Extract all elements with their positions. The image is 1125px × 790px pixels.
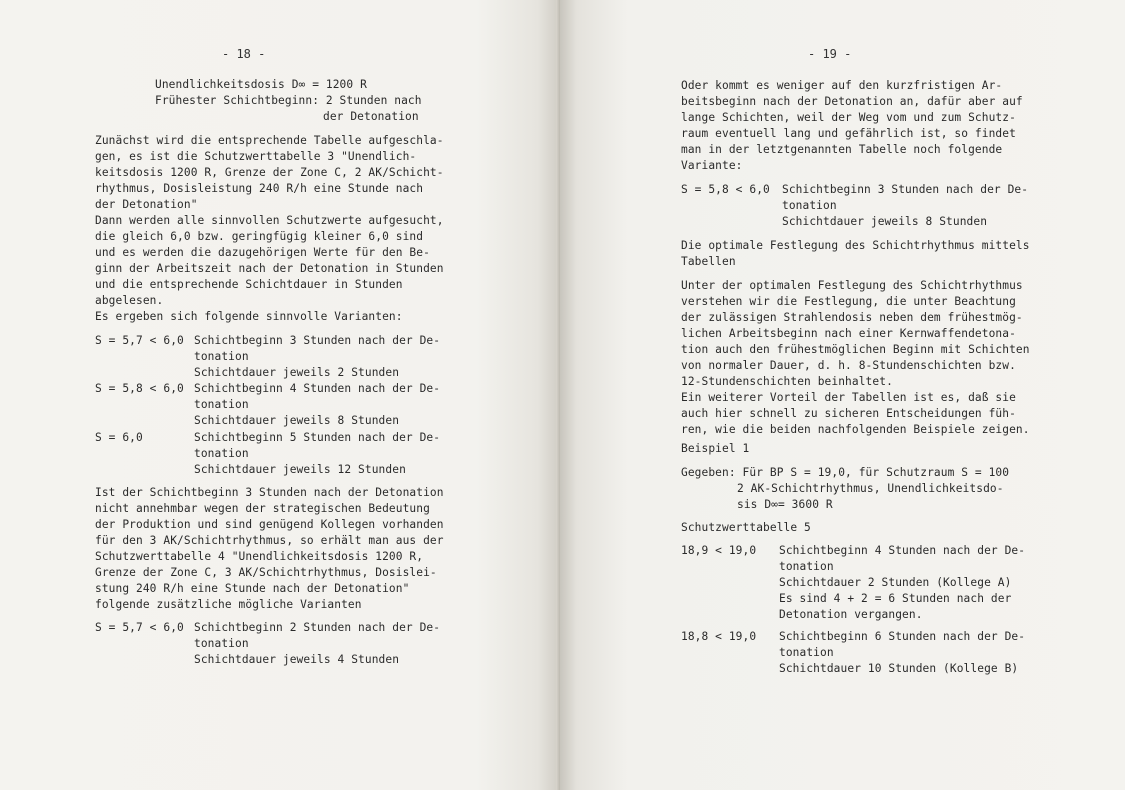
text-line: 12-Stundenschichten beinhaltet. bbox=[681, 375, 893, 388]
text-line: nicht annehmbar wegen der strategischen Bedeutung bbox=[95, 502, 430, 515]
text-line: Grenze der Zone C, 3 AK/Schichtrhythmus, Dosislei- bbox=[95, 566, 437, 579]
text-line: tonation bbox=[194, 398, 249, 411]
text-line: Ein weiterer Vorteil der Tabellen ist es, daß sie bbox=[681, 391, 1016, 404]
text-line: Schichtdauer jeweils 4 Stunden bbox=[194, 653, 400, 666]
text-line: Schichtbeginn 5 Stunden nach der De- bbox=[194, 431, 441, 444]
formula: S = 6,0 bbox=[95, 431, 143, 444]
formula: 18,9 < 19,0 bbox=[681, 544, 757, 557]
right-page bbox=[560, 0, 1125, 790]
text-line: gen, es ist die Schutzwerttabelle 3 "Unendlich- bbox=[95, 150, 417, 163]
formula: S = 5,8 < 6,0 bbox=[681, 183, 770, 196]
text-line: 2 AK-Schichtrhythmus, Unendlichkeitsdo- bbox=[737, 482, 1004, 495]
text-line: Schichtbeginn 2 Stunden nach der De- bbox=[194, 621, 441, 634]
text-line: Dann werden alle sinnvollen Schutzwerte aufgesucht, bbox=[95, 214, 444, 227]
text-line: Schichtbeginn 3 Stunden nach der De- bbox=[782, 183, 1029, 196]
text-line: die gleich 6,0 bzw. geringfügig kleiner 6,0 sind bbox=[95, 230, 424, 243]
page-number: - 18 - bbox=[222, 47, 266, 61]
text-line: Zunächst wird die entsprechende Tabelle aufgeschla- bbox=[95, 134, 444, 147]
formula: S = 5,7 < 6,0 bbox=[95, 334, 184, 347]
text-line: von normaler Dauer, d. h. 8-Stundenschichten bzw. bbox=[681, 359, 1016, 372]
text-line: der Detonation bbox=[323, 110, 419, 123]
text-line: Schutzwerttabelle 4 "Unendlichkeitsdosis 1200 R, bbox=[95, 550, 424, 563]
text-line: und es werden die dazugehörigen Werte für den Be- bbox=[95, 246, 430, 259]
example-heading: Beispiel 1 bbox=[681, 442, 750, 455]
text-line: Schutzwerttabelle 5 bbox=[681, 521, 811, 534]
text-line: verstehen wir die Festlegung, die unter Beachtung bbox=[681, 295, 1016, 308]
text-line: tonation bbox=[779, 560, 834, 573]
text-line: Schichtbeginn 4 Stunden nach der De- bbox=[194, 382, 441, 395]
text-line: auch hier schnell zu sicheren Entscheidungen füh- bbox=[681, 407, 1016, 420]
text-line: Schichtbeginn 3 Stunden nach der De- bbox=[194, 334, 441, 347]
text-line: Schichtdauer jeweils 8 Stunden bbox=[782, 215, 988, 228]
text-line: tonation bbox=[194, 350, 249, 363]
text-line: sis D∞= 3600 R bbox=[737, 498, 833, 511]
text-line: Es sind 4 + 2 = 6 Stunden nach der bbox=[779, 592, 1012, 605]
text-line: tonation bbox=[782, 199, 837, 212]
text-line: tonation bbox=[779, 646, 834, 659]
text-line: raum eventuell lang und gefährlich ist, so findet bbox=[681, 127, 1016, 140]
text-line: der zulässigen Strahlendosis neben dem frühestmög- bbox=[681, 311, 1023, 324]
text-line: Schichtbeginn 6 Stunden nach der De- bbox=[779, 630, 1026, 643]
text-line: stung 240 R/h eine Stunde nach der Detonation" bbox=[95, 582, 410, 595]
text-line: Unendlichkeitsdosis D∞ = 1200 R bbox=[155, 78, 367, 91]
text-line: der Detonation" bbox=[95, 198, 198, 211]
text-line: folgende zusätzliche mögliche Varianten bbox=[95, 598, 362, 611]
text-line: man in der letztgenannten Tabelle noch folgende bbox=[681, 143, 1003, 156]
text-line: tion auch den frühestmöglichen Beginn mit Schichten bbox=[681, 343, 1030, 356]
text-line: Unter der optimalen Festlegung des Schichtrhythmus bbox=[681, 279, 1023, 292]
text-line: ginn der Arbeitszeit nach der Detonation in Stunden bbox=[95, 262, 444, 275]
text-line: lange Schichten, weil der Weg vom und zum Schutz- bbox=[681, 111, 1016, 124]
text-line: Schichtdauer jeweils 8 Stunden bbox=[194, 414, 400, 427]
text-line: Detonation vergangen. bbox=[779, 608, 923, 621]
text-line: und die entsprechende Schichtdauer in Stunden bbox=[95, 278, 403, 291]
section-heading: Tabellen bbox=[681, 255, 736, 268]
text-line: der Produktion und sind genügend Kollegen vorhanden bbox=[95, 518, 444, 531]
text-line: Schichtbeginn 4 Stunden nach der De- bbox=[779, 544, 1026, 557]
text-line: Ist der Schichtbeginn 3 Stunden nach der Detonation bbox=[95, 486, 444, 499]
text-line: Frühester Schichtbeginn: 2 Stunden nach bbox=[155, 94, 422, 107]
text-line: abgelesen. bbox=[95, 294, 164, 307]
text-line: für den 3 AK/Schichtrhythmus, so erhält man aus der bbox=[95, 534, 444, 547]
text-line: Schichtdauer jeweils 2 Stunden bbox=[194, 366, 400, 379]
page-number: - 19 - bbox=[808, 47, 852, 61]
text-line: Es ergeben sich folgende sinnvolle Varianten: bbox=[95, 310, 403, 323]
text-line: lichen Arbeitsbeginn nach einer Kernwaffendetona- bbox=[681, 327, 1016, 340]
text-line: keitsdosis 1200 R, Grenze der Zone C, 2 AK/Schicht- bbox=[95, 166, 444, 179]
text-line: Schichtdauer 10 Stunden (Kollege B) bbox=[779, 662, 1019, 675]
text-line: Oder kommt es weniger auf den kurzfristigen Ar- bbox=[681, 79, 1003, 92]
text-line: tonation bbox=[194, 447, 249, 460]
section-heading: Die optimale Festlegung des Schichtrhythmus mittels bbox=[681, 239, 1030, 252]
left-page bbox=[0, 0, 560, 790]
text-line: Schichtdauer 2 Stunden (Kollege A) bbox=[779, 576, 1012, 589]
text-line: beitsbeginn nach der Detonation an, dafür aber auf bbox=[681, 95, 1023, 108]
text-line: Schichtdauer jeweils 12 Stunden bbox=[194, 463, 406, 476]
formula: S = 5,7 < 6,0 bbox=[95, 621, 184, 634]
text-line: rhythmus, Dosisleistung 240 R/h eine Stunde nach bbox=[95, 182, 424, 195]
text-line: Variante: bbox=[681, 159, 743, 172]
text-line: tonation bbox=[194, 637, 249, 650]
formula: 18,8 < 19,0 bbox=[681, 630, 757, 643]
formula: S = 5,8 < 6,0 bbox=[95, 382, 184, 395]
text-line: ren, wie die beiden nachfolgenden Beispiele zeigen. bbox=[681, 423, 1030, 436]
text-line: Gegeben: Für BP S = 19,0, für Schutzraum S = 100 bbox=[681, 466, 1010, 479]
